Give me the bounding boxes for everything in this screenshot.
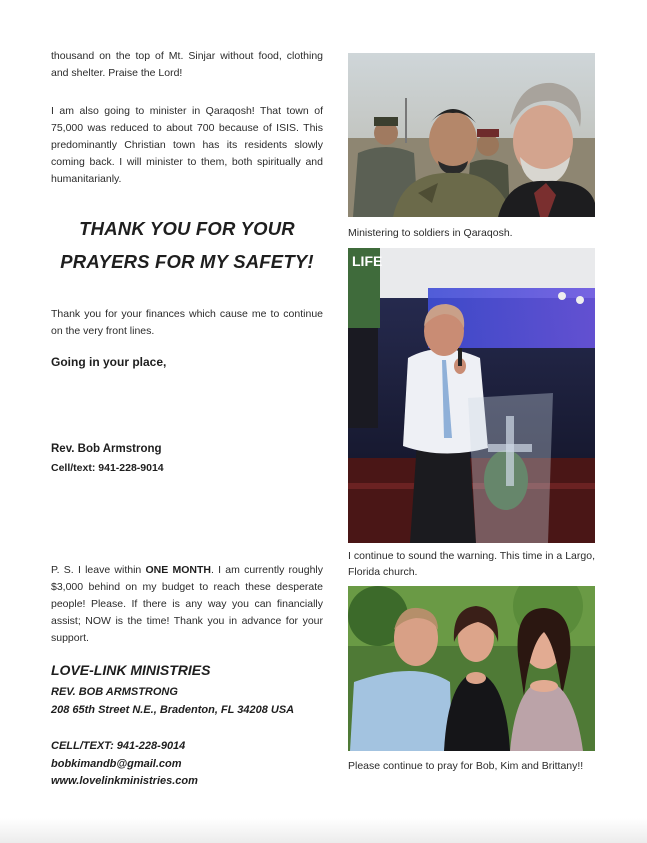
postscript-start: P. S. I leave within [51, 564, 146, 576]
photo-largo-church [348, 248, 595, 543]
paragraph-sinjar: thousand on the top of Mt. Sinjar without food, clothing and shelter. Praise the Lord! [51, 50, 323, 79]
signature-cell: Cell/text: 941-228-9014 [51, 462, 164, 474]
thank-you-heading [51, 212, 323, 278]
ministry-name: LOVE-LINK MINISTRIES [51, 662, 211, 678]
contact-email[interactable]: bobkimandb@gmail.com [51, 757, 182, 770]
closing-line: Going in your place, [51, 355, 167, 369]
ministry-address-block [51, 684, 294, 719]
photo-family-image [348, 586, 595, 751]
caption-family: Please continue to pray for Bob, Kim and Brittany!! [348, 760, 584, 772]
church-banner-text: LIFE [352, 253, 383, 269]
photo-soldiers-qaraqosh [348, 53, 595, 217]
ministry-rev: REV. BOB ARMSTRONG [51, 686, 178, 698]
photo-soldiers-image [348, 53, 595, 217]
photo-family [348, 586, 595, 751]
thank-you-line-1: THANK YOU FOR YOUR [79, 218, 295, 239]
photo-church-image [348, 248, 595, 543]
paragraph-finances: Thank you for your finances which cause me to continue on the very front lines. [51, 308, 323, 337]
contact-block [51, 738, 198, 791]
caption-soldiers: Ministering to soldiers in Qaraqosh. [348, 227, 513, 239]
ministry-address: 208 65th Street N.E., Bradenton, FL 34208 USA [51, 703, 295, 716]
postscript [51, 562, 323, 647]
contact-cell: CELL/TEXT: 941-228-9014 [51, 740, 186, 752]
page-bottom-shadow [0, 818, 647, 843]
postscript-rest: . I am currently roughly $3,000 behind on my budget to reach these desperate people! Please. If there is any way you can financially assist; NOW is the time! Thank you in advance for your support. [51, 564, 323, 644]
postscript-emphasis: ONE MONTH [145, 564, 211, 576]
contact-website[interactable]: www.lovelinkministries.com [51, 775, 198, 787]
caption-largo: I continue to sound the warning. This time in a Largo, Florida church. [348, 550, 595, 578]
signature-name: Rev. Bob Armstrong [51, 443, 162, 455]
thank-you-line-2: PRAYERS FOR MY SAFETY! [60, 251, 314, 272]
paragraph-qaraqosh: I am also going to minister in Qaraqosh! That town of 75,000 was reduced to about 700 because of ISIS. This predominantly Christian town has its residents slowly coming back. I will minister to them, both spiritually and humanitarianly. [51, 105, 323, 185]
